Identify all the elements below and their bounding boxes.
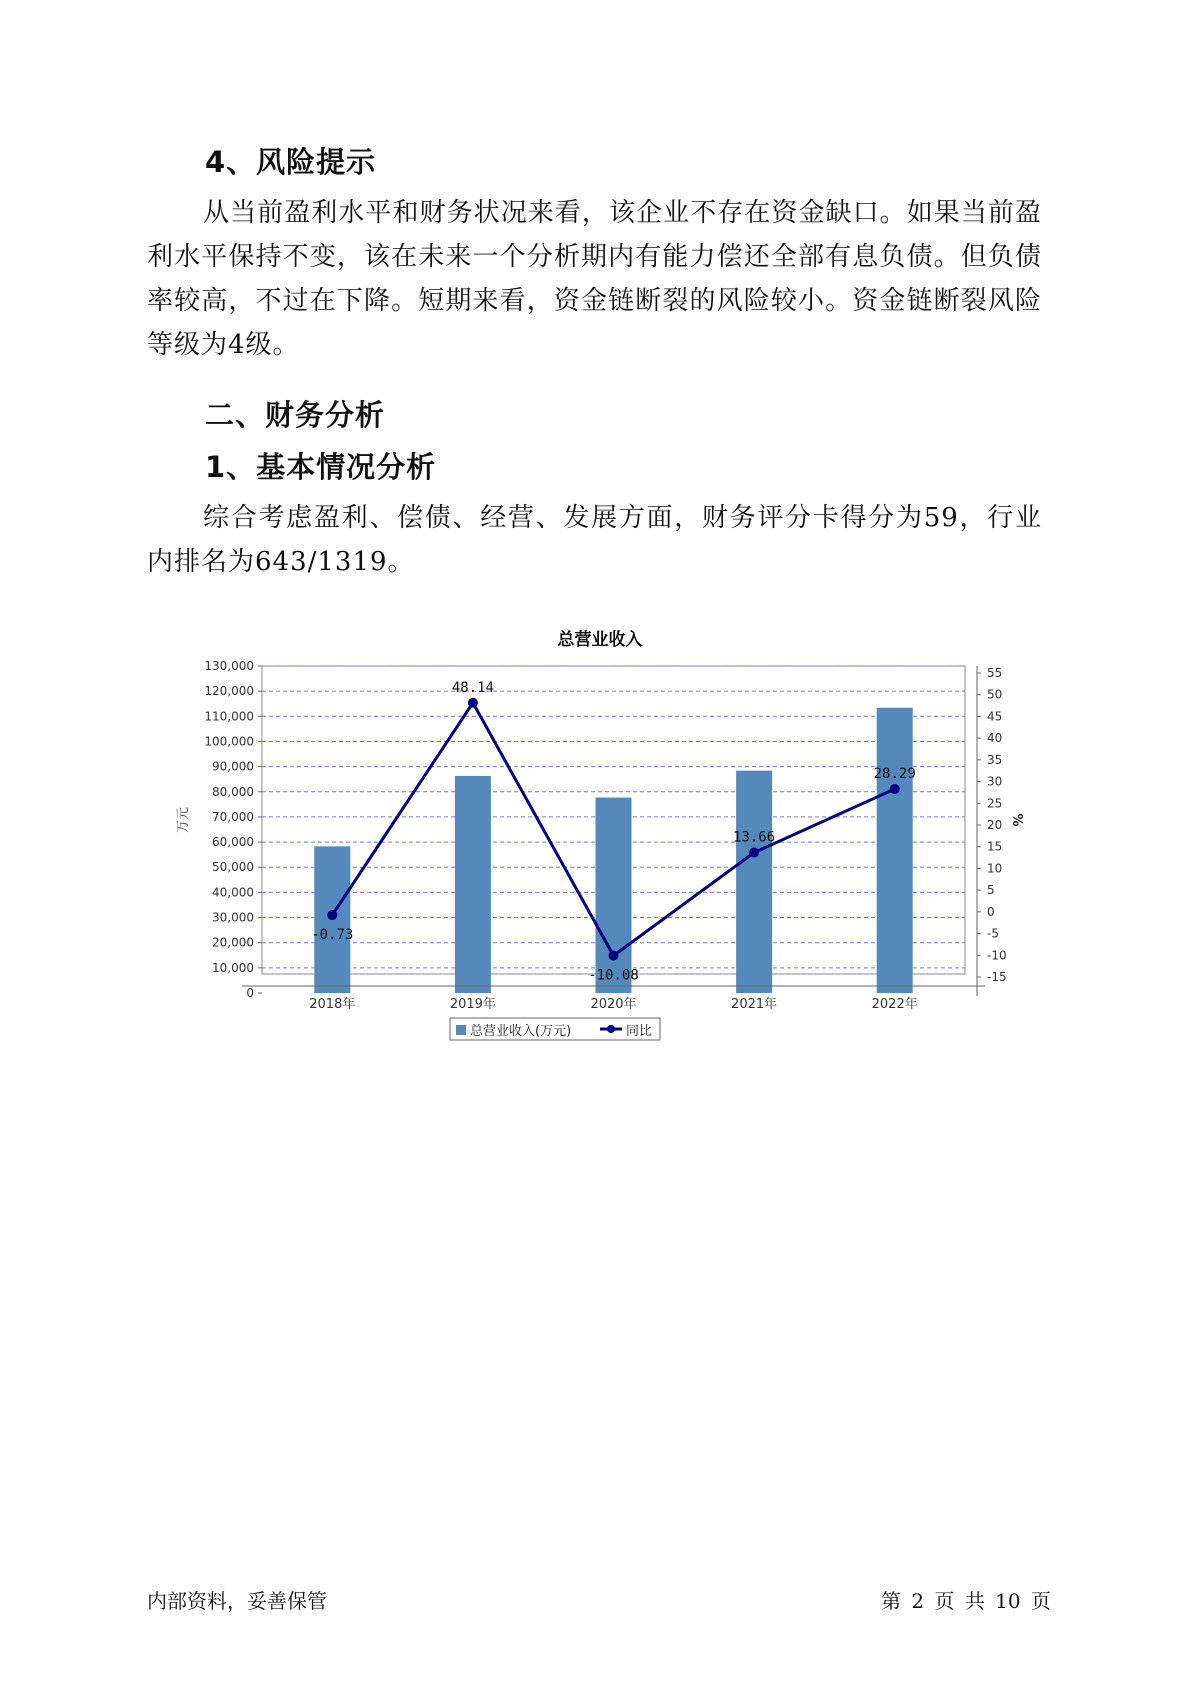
line-point (327, 910, 337, 920)
y-axis-label: 万元 (176, 806, 191, 834)
risk-paragraph: 从当前盈利水平和财务状况来看，该企业不存在资金缺口。如果当前盈利水平保持不变，该在未来一个分析期内有能力偿还全部有息负债。但负债率较高，不过在下降。短期来看，资金链断裂的风险较小。资金链断裂风险等级为4级。 (147, 198, 1042, 360)
footer-note: 内部资料，妥善保管 (147, 1589, 327, 1613)
finance-heading: 二、财务分析 (205, 398, 386, 432)
data-label: -0.73 (311, 927, 354, 944)
legend-swatch-point (607, 1025, 615, 1033)
y2-tick-label: -10 (987, 948, 1007, 963)
legend-swatch-bar (456, 1025, 466, 1035)
y-tick-label: 10,000 (212, 960, 254, 975)
line-point (468, 698, 478, 708)
x-tick-label: 2019年 (449, 997, 496, 1012)
x-tick-label: 2018年 (309, 997, 356, 1012)
y-tick-label: 110,000 (204, 709, 254, 724)
y2-tick-label: 0 (987, 904, 995, 919)
y-tick-label: 90,000 (212, 759, 254, 774)
y-tick-label: 100,000 (204, 734, 254, 749)
y2-tick-label: 30 (987, 774, 1003, 789)
y-tick-label: 0 (246, 986, 254, 1000)
data-label: -10.08 (588, 967, 639, 984)
y-tick-label: 80,000 (212, 784, 254, 799)
y2-tick-label: 5 (987, 883, 995, 898)
data-label: 48.14 (451, 679, 494, 696)
revenue-chart (175, 620, 1024, 1080)
y2-tick-label: -5 (987, 926, 999, 941)
y2-tick-label: 40 (987, 731, 1003, 746)
y2-tick-label: -15 (987, 970, 1007, 984)
y-tick-label: 20,000 (212, 935, 254, 950)
bar (596, 798, 632, 993)
y-tick-label: 70,000 (212, 809, 254, 824)
y2-tick-label: 15 (987, 839, 1003, 854)
y-tick-label: 40,000 (212, 885, 254, 900)
y2-tick-label: 45 (987, 709, 1003, 724)
line-point (890, 784, 900, 794)
y2-tick-label: 25 (987, 796, 1003, 811)
chart-title: 总营业收入 (557, 630, 643, 650)
x-tick-label: 2021年 (731, 997, 778, 1012)
risk-heading: 4、风险提示 (205, 145, 377, 179)
y2-tick-label: 50 (987, 687, 1003, 702)
bar (455, 776, 491, 993)
legend-label-bar: 总营业收入(万元) (470, 1024, 572, 1039)
legend-label-line: 同比 (626, 1024, 653, 1039)
y2-tick-label: 20 (987, 818, 1003, 832)
y-tick-label: 50,000 (212, 860, 254, 875)
y2-axis-label: % (1009, 813, 1024, 827)
y-tick-label: 130,000 (204, 659, 254, 673)
y2-tick-label: 10 (987, 861, 1003, 876)
y-tick-label: 30,000 (212, 910, 254, 925)
x-tick-label: 2022年 (871, 997, 918, 1012)
y2-tick-label: 55 (987, 666, 1003, 680)
legend (450, 1018, 660, 1040)
y2-tick-label: 35 (987, 752, 1003, 767)
x-tick-label: 2020年 (590, 997, 637, 1012)
line-point (609, 951, 619, 961)
data-label: 13.66 (733, 829, 776, 846)
data-label: 28.29 (873, 765, 916, 782)
y-tick-label: 60,000 (212, 835, 254, 850)
basic-paragraph: 综合考虑盈利、偿债、经营、发展方面，财务评分卡得分为59，行业内排名为643/1319。 (147, 503, 1042, 577)
line-point (749, 848, 759, 858)
y-tick-label: 120,000 (204, 684, 254, 699)
basic-heading: 1、基本情况分析 (205, 450, 437, 484)
bar (736, 771, 772, 993)
page-number: 第 2 页 共 10 页 (881, 1589, 1051, 1613)
bar (877, 708, 913, 993)
